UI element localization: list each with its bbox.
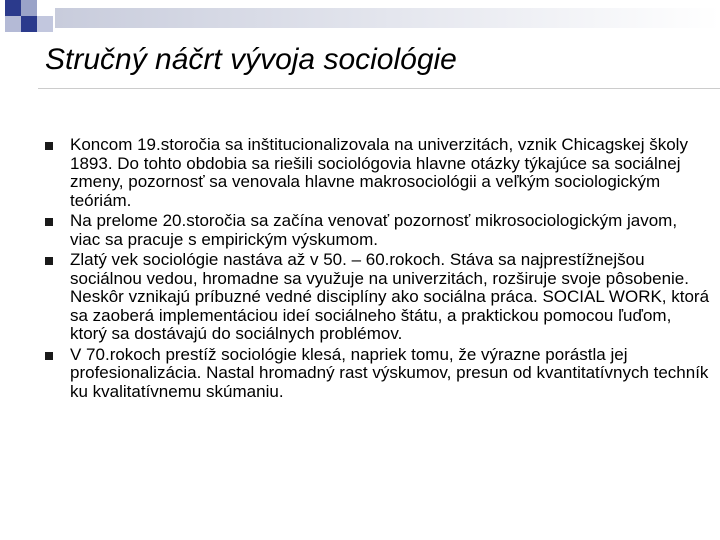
bullet-list xyxy=(45,136,710,403)
bullet-item xyxy=(45,346,710,402)
square-bullet-icon xyxy=(45,257,53,265)
deco-square-light xyxy=(37,16,53,32)
slide-title: Stručný náčrt vývoja sociológie xyxy=(45,43,457,76)
square-bullet-icon xyxy=(45,218,53,226)
square-bullet-icon xyxy=(45,142,53,150)
bullet-text: Na prelome 20.storočia sa začína venovať pozornosť mikrosociologickým javom, viac sa pracuje s empirickým výskumom. xyxy=(70,211,678,249)
bullet-text: Koncom 19.storočia sa inštitucionalizovala na univerzitách, vznik Chicagskej školy 1893. Do tohto obdobia sa riešili sociológovia hlavne otázky týkajúce sa sociálnej zmeny, pozornosť sa venovala hlavne makrosociológii a veľkým sociologickým teóriám. xyxy=(70,135,688,210)
deco-square-light xyxy=(5,16,21,32)
title-divider xyxy=(38,88,720,89)
bullet-item xyxy=(45,251,710,344)
bullet-item xyxy=(45,136,710,210)
bullet-item xyxy=(45,212,710,249)
bullet-text: V 70.rokoch prestíž sociológie klesá, napriek tomu, že výrazne porástla jej profesionalizácia. Nastal hromadný rast výskumov, presun od kvantitatívnych techník ku kvalitatívnemu skúmaniu. xyxy=(70,344,709,401)
deco-square-dark xyxy=(5,0,21,16)
decorative-header-band xyxy=(0,0,720,40)
bullet-text: Zlatý vek sociológie nastáva až v 50. – 60.rokoch. Stáva sa najprestížnejšou sociálnou vedou, hromadne sa využuje na univerzitách, rozširuje svoje pôsobenie. Neskôr vznikajú príbuzné vedné disciplíny ako sociálna práca. SOCIAL WORK, ktorá sa zaoberá implementáciou ideí sociálneho štátu, a praktickou pomocou ľuďom, ktorý sa dostávajú do sociálnych problémov. xyxy=(70,250,710,343)
header-gradient-bar xyxy=(55,8,720,28)
square-bullet-icon xyxy=(45,352,53,360)
deco-square-light xyxy=(21,0,37,16)
deco-square-dark xyxy=(21,16,37,32)
